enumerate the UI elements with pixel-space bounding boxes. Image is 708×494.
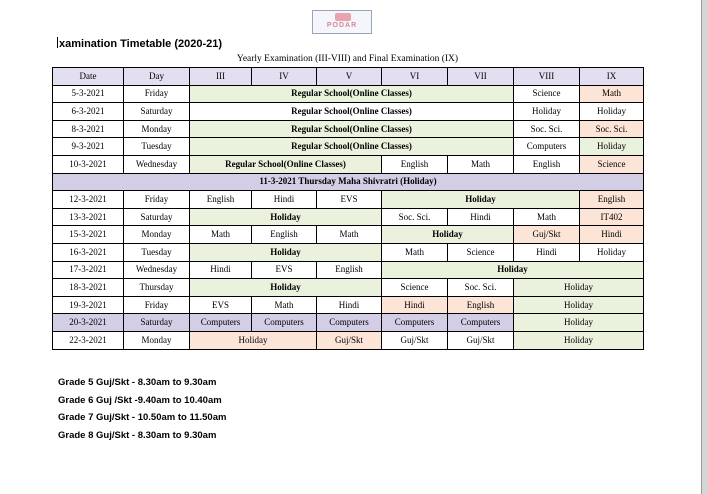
holiday-cell: Holiday	[190, 331, 317, 349]
col-header-iv: IV	[252, 68, 317, 86]
subject-cell: Math	[580, 85, 644, 103]
table-row	[53, 173, 644, 191]
regular-school-cell: Regular School(Online Classes)	[190, 138, 514, 156]
subject-cell: Hindi	[580, 226, 644, 244]
regular-school-cell: Regular School(Online Classes)	[190, 103, 514, 121]
holiday-cell: Holiday	[382, 261, 644, 279]
date-cell: 15-3-2021	[53, 226, 124, 244]
day-cell: Saturday	[124, 314, 190, 332]
subject-cell: Soc. Sci.	[514, 120, 580, 138]
subject-cell: Hindi	[317, 296, 382, 314]
col-header-iii: III	[190, 68, 252, 86]
date-cell: 6-3-2021	[53, 103, 124, 121]
holiday-cell: Holiday	[514, 331, 644, 349]
day-cell: Saturday	[124, 103, 190, 121]
date-cell: 12-3-2021	[53, 191, 124, 209]
logo-text: PODAR	[326, 22, 358, 29]
holiday-cell: Holiday	[190, 279, 382, 297]
subject-cell: Holiday	[580, 138, 644, 156]
subject-cell: English	[580, 191, 644, 209]
date-cell: 10-3-2021	[53, 155, 124, 173]
table-row	[53, 103, 644, 121]
subject-cell: Soc. Sci.	[448, 279, 514, 297]
table-row	[53, 296, 644, 314]
table-row	[53, 120, 644, 138]
date-cell: 19-3-2021	[53, 296, 124, 314]
guj-skt-timings	[58, 374, 226, 444]
subject-cell: Guj/Skt	[317, 331, 382, 349]
day-cell: Monday	[124, 120, 190, 138]
table-row	[53, 331, 644, 349]
date-cell: 5-3-2021	[53, 85, 124, 103]
day-cell: Friday	[124, 85, 190, 103]
subject-cell: Hindi	[382, 296, 448, 314]
holiday-cell: Holiday	[190, 243, 382, 261]
date-cell: 8-3-2021	[53, 120, 124, 138]
subject-cell: EVS	[190, 296, 252, 314]
subject-cell: Math	[448, 155, 514, 173]
header-row	[53, 68, 644, 86]
day-cell: Friday	[124, 191, 190, 209]
regular-school-cell: Regular School(Online Classes)	[190, 85, 514, 103]
day-cell: Saturday	[124, 208, 190, 226]
subject-cell: IT402	[580, 208, 644, 226]
table-row	[53, 85, 644, 103]
subject-cell: Science	[514, 85, 580, 103]
day-cell: Wednesday	[124, 155, 190, 173]
regular-school-cell: Regular School(Online Classes)	[190, 155, 382, 173]
subject-cell: Computers	[382, 314, 448, 332]
subject-cell: Science	[448, 243, 514, 261]
subject-cell: Math	[382, 243, 448, 261]
subject-cell: Computers	[190, 314, 252, 332]
date-cell: 18-3-2021	[53, 279, 124, 297]
table-row	[53, 208, 644, 226]
subject-cell: Hindi	[448, 208, 514, 226]
timing-note: Grade 6 Guj /Skt -9.40am to 10.40am	[58, 394, 222, 406]
day-cell: Tuesday	[124, 138, 190, 156]
timing-note: Grade 7 Guj/Skt - 10.50am to 11.50am	[58, 412, 227, 424]
date-cell: 20-3-2021	[53, 314, 124, 332]
subject-cell: Hindi	[190, 261, 252, 279]
subject-cell: Guj/Skt	[448, 331, 514, 349]
subject-cell: Computers	[252, 314, 317, 332]
subject-cell: Guj/Skt	[514, 226, 580, 244]
subject-cell: Holiday	[580, 243, 644, 261]
subject-cell: English	[514, 155, 580, 173]
subject-cell: Hindi	[252, 191, 317, 209]
timing-note: Grade 8 Guj/Skt - 8.30am to 9.30am	[58, 429, 217, 441]
subject-cell: Holiday	[580, 103, 644, 121]
subject-cell: Math	[317, 226, 382, 244]
subject-cell: EVS	[317, 191, 382, 209]
timing-note: Grade 5 Guj/Skt - 8.30am to 9.30am	[58, 377, 217, 388]
table-row	[53, 314, 644, 332]
subject-cell: Guj/Skt	[382, 331, 448, 349]
table-row	[53, 279, 644, 297]
col-header-v: V	[317, 68, 382, 86]
text-cursor-icon	[57, 37, 58, 48]
window-edge	[701, 0, 708, 494]
holiday-cell: Holiday	[190, 208, 382, 226]
col-header-ix: IX	[580, 68, 644, 86]
date-cell: 9-3-2021	[53, 138, 124, 156]
table-row	[53, 261, 644, 279]
col-header-vii: VII	[448, 68, 514, 86]
date-cell: 22-3-2021	[53, 331, 124, 349]
subject-cell: English	[190, 191, 252, 209]
holiday-banner: 11-3-2021 Thursday Maha Shivratri (Holiday)	[53, 173, 644, 191]
col-header-viii: VIII	[514, 68, 580, 86]
subject-cell: Hindi	[514, 243, 580, 261]
date-cell: 16-3-2021	[53, 243, 124, 261]
school-logo	[312, 10, 372, 34]
holiday-cell: Holiday	[514, 279, 644, 297]
table-row	[53, 155, 644, 173]
subject-cell: Soc. Sci.	[382, 208, 448, 226]
subject-cell: Computers	[448, 314, 514, 332]
regular-school-cell: Regular School(Online Classes)	[190, 120, 514, 138]
table-row	[53, 243, 644, 261]
date-cell: 13-3-2021	[53, 208, 124, 226]
subject-cell: English	[382, 155, 448, 173]
date-cell: 17-3-2021	[53, 261, 124, 279]
subject-cell: EVS	[252, 261, 317, 279]
day-cell: Monday	[124, 331, 190, 349]
day-cell: Friday	[124, 296, 190, 314]
table-row	[53, 191, 644, 209]
subject-cell: Soc. Sci.	[580, 120, 644, 138]
subject-cell: English	[317, 261, 382, 279]
document-title[interactable]	[57, 37, 222, 50]
col-header-vi: VI	[382, 68, 448, 86]
subject-cell: Math	[190, 226, 252, 244]
day-cell: Thursday	[124, 279, 190, 297]
holiday-cell: Holiday	[514, 314, 644, 332]
table-row	[53, 138, 644, 156]
subject-cell: Math	[252, 296, 317, 314]
subject-cell: Science	[382, 279, 448, 297]
day-cell: Wednesday	[124, 261, 190, 279]
day-cell: Tuesday	[124, 243, 190, 261]
holiday-cell: Holiday	[514, 296, 644, 314]
exam-timetable	[52, 67, 644, 350]
subject-cell: Science	[580, 155, 644, 173]
col-header-date: Date	[53, 68, 124, 86]
subject-cell: English	[252, 226, 317, 244]
holiday-cell: Holiday	[382, 226, 514, 244]
subject-cell: English	[448, 296, 514, 314]
document-subtitle: Yearly Examination (III-VIII) and Final Examination (IX)	[236, 54, 459, 64]
col-header-day: Day	[124, 68, 190, 86]
document-title-text: xamination Timetable (2020-21)	[59, 38, 223, 50]
subject-cell: Math	[514, 208, 580, 226]
subject-cell: Holiday	[514, 103, 580, 121]
subject-cell: Computers	[317, 314, 382, 332]
holiday-cell: Holiday	[382, 191, 580, 209]
day-cell: Monday	[124, 226, 190, 244]
logo-emblem-icon	[335, 13, 351, 21]
table-row	[53, 226, 644, 244]
subject-cell: Computers	[514, 138, 580, 156]
